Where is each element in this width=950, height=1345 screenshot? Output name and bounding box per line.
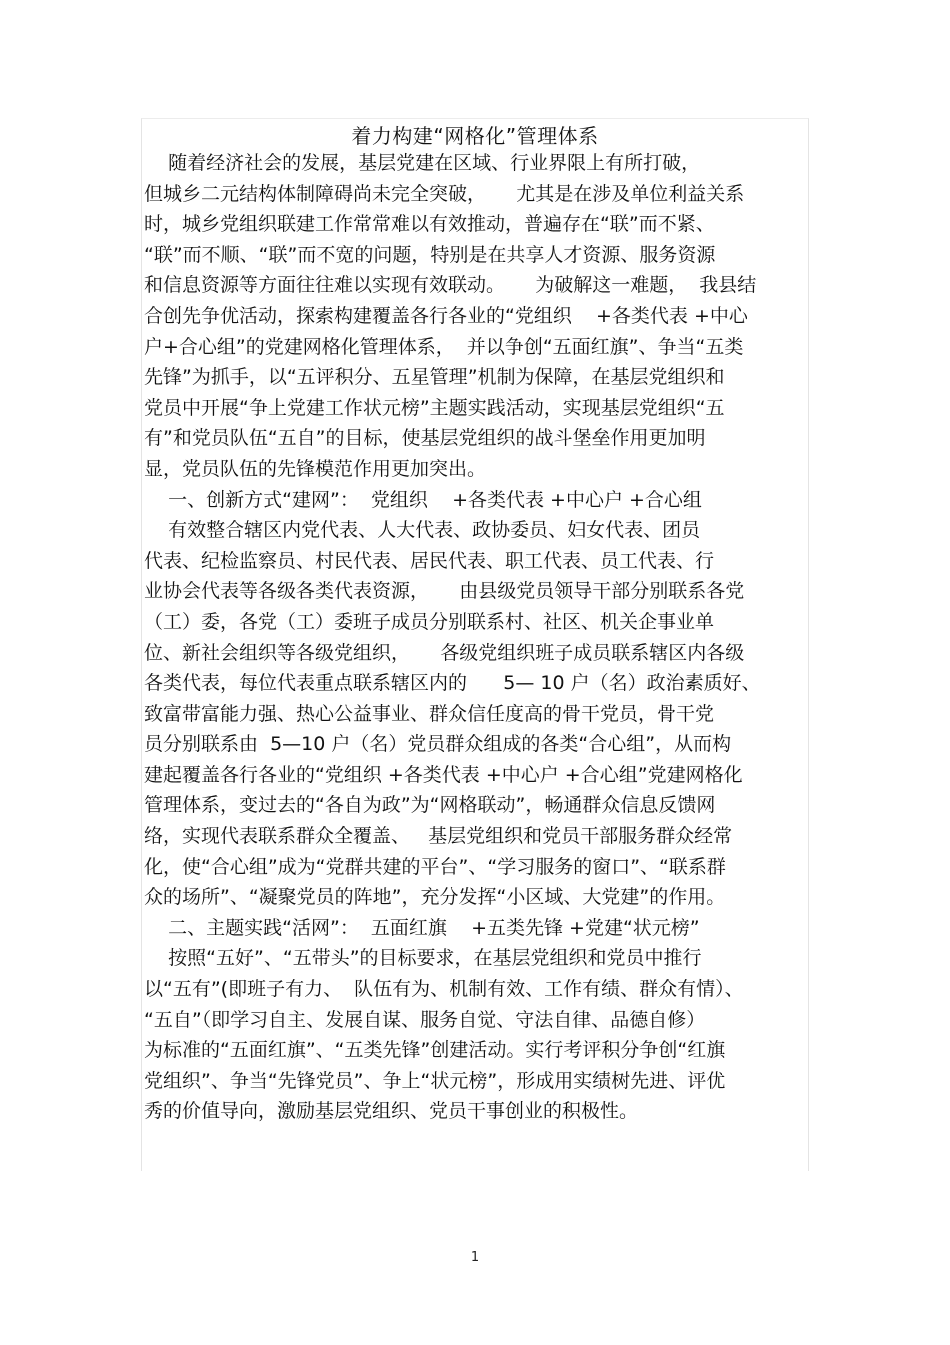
text-line: 管理体系，变过去的“各自为政”为“网格联动”，畅通群众信息反馈网 xyxy=(144,794,716,817)
text-line: 户+合心组”的党建网格化管理体系， 并以争创“五面红旗”、争当“五类 xyxy=(144,335,744,358)
text-line: （工）委，各党（工）委班子成员分别联系村、社区、机关企事业单 xyxy=(144,610,715,633)
text-line: 以“五有”(即班子有力、 队伍有为、机制有效、工作有绩、群众有情）、 xyxy=(144,978,744,1001)
text-line: 为标准的“五面红旗”、“五类先锋”创建活动。实行考评积分争创“红旗 xyxy=(144,1039,726,1062)
text-line: 随着经济社会的发展，基层党建在区域、行业界限上有所打破， xyxy=(144,152,701,174)
text-line: 众的场所”、“凝聚党员的阵地”，充分发挥“小区域、大党建”的作用。 xyxy=(144,886,726,909)
text-line: 化，使“合心组”成为“党群共建的平台”、“学习服务的窗口”、“联系群 xyxy=(144,855,726,878)
text-line: 络，实现代表联系群众全覆盖、 基层党组织和党员干部服务群众经常 xyxy=(144,825,733,848)
document-body xyxy=(144,148,864,1127)
text-line: 有”和党员队伍“五自”的目标，使基层党组织的战斗堡垒作用更加明 xyxy=(144,427,706,450)
text-line: “联”而不顺、“联”而不宽的问题，特别是在共享人才资源、服务资源 xyxy=(144,243,716,266)
text-line: 党组织”、争当“先锋党员”、争上“状元榜”，形成用实绩树先进、评优 xyxy=(144,1069,726,1092)
text-line: 位、新社会组织等各级党组织， 各级党组织班子成员联系辖区内各级 xyxy=(144,641,745,664)
text-line: 员分别联系由 5—10 户（名）党员群众组成的各类“合心组”，从而构 xyxy=(144,733,732,756)
text-line: 按照“五好”、“五带头”的目标要求，在基层党组织和党员中推行 xyxy=(144,947,702,970)
text-line: 秀的价值导向，激励基层党组织、党员干事创业的积极性。 xyxy=(144,1100,639,1123)
text-line: 合创先争优活动，探索构建覆盖各行各业的“党组织 +各类代表 +中心 xyxy=(144,304,748,327)
text-line: “五自”（即学习自主、发展自谋、服务自觉、守法自律、品德自修） xyxy=(144,1008,706,1031)
text-line: 显，党员队伍的先锋模范作用更加突出。 xyxy=(144,457,487,480)
text-line: 致富带富能力强、热心公益事业、群众信任度高的骨干党员，骨干党 xyxy=(144,702,715,725)
text-line: 二、主题实践“活网”： 五面红旗 +五类先锋 +党建“状元榜” xyxy=(144,916,700,939)
text-line: 但城乡二元结构体制障碍尚未完全突破， 尤其是在涉及单位利益关系 xyxy=(144,182,745,205)
text-line: 建起覆盖各行各业的“党组织 +各类代表 +中心户 +合心组”党建网格化 xyxy=(144,763,743,786)
text-line: 党员中开展“争上党建工作状元榜”主题实践活动，实现基层党组织“五 xyxy=(144,396,725,419)
document-title: 着力构建“网格化”管理体系 xyxy=(351,124,599,148)
text-line: 时，城乡党组织联建工作常常难以有效推动，普遍存在“联”而不紧、 xyxy=(144,213,715,236)
text-line: 代表、纪检监察员、村民代表、居民代表、职工代表、员工代表、行 xyxy=(144,549,715,572)
text-line: 有效整合辖区内党代表、人大代表、政协委员、妇女代表、团员 xyxy=(144,519,701,542)
text-line: 各类代表，每位代表重点联系辖区内的 5— 10 户（名）政治素质好、 xyxy=(144,672,761,695)
text-line: 和信息资源等方面往往难以实现有效联动。 为破解这一难题， 我县结 xyxy=(144,274,757,297)
text-line: 先锋”为抓手，以“五评积分、五星管理”机制为保障，在基层党组织和 xyxy=(144,366,725,389)
page-number: 1 xyxy=(470,1250,480,1265)
text-line: 一、创新方式“建网”： 党组织 +各类代表 +中心户 +合心组 xyxy=(144,488,702,511)
text-line: 业协会代表等各级各类代表资源， 由县级党员领导干部分别联系各党 xyxy=(144,580,745,603)
